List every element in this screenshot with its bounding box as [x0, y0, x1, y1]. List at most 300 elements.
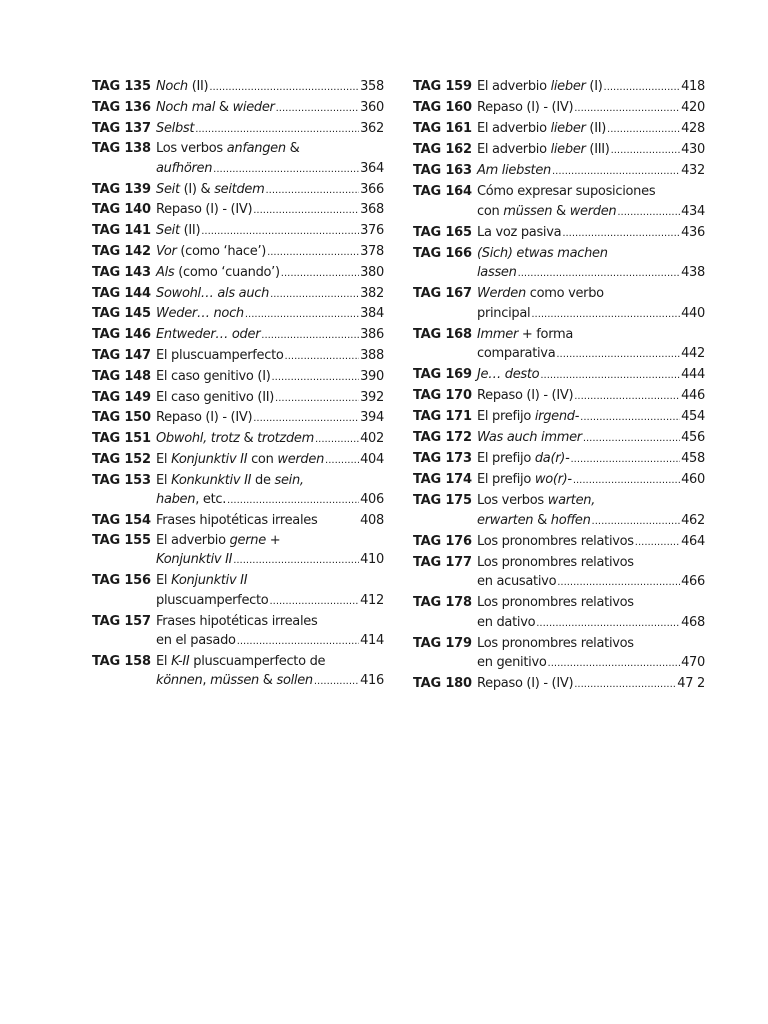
toc-entry-page-number: 468 [681, 614, 705, 630]
toc-entry-tag: TAG 137 [92, 120, 151, 136]
toc-entry-title [156, 200, 384, 221]
toc-entry-tag: TAG 158 [92, 653, 151, 669]
dot-leader [635, 533, 680, 553]
toc-entry-title [156, 119, 384, 140]
toc-title-segment: & [258, 673, 277, 689]
toc-entry-page-number: 430 [681, 142, 705, 157]
toc-entry-line [156, 180, 384, 201]
toc-title-italic-segment: Selbst [156, 120, 195, 136]
toc-entry-page-number: 390 [360, 368, 384, 384]
toc-entry-tag: TAG 169 [413, 367, 472, 382]
dot-leader [611, 141, 681, 161]
toc-entry-tag: TAG 180 [413, 676, 472, 691]
toc-entry-line [156, 591, 384, 612]
toc-title-segment: (II) [585, 121, 607, 136]
toc-entry-tag: TAG 148 [92, 368, 151, 384]
toc-entry-page-number: 394 [360, 410, 384, 426]
toc-entry-page-number: 366 [360, 181, 384, 197]
toc-entry-tag: TAG 135 [92, 79, 151, 94]
toc-entry-page-number: 466 [681, 574, 705, 589]
toc-entry-line [477, 613, 705, 634]
toc-title-segment: Los pronombres relativos [477, 533, 634, 549]
toc-entry-page-number: 414 [360, 633, 384, 649]
toc-entry-tag: TAG 160 [413, 100, 472, 115]
toc-entry-tag: TAG 150 [92, 410, 151, 426]
toc-entry [92, 221, 384, 242]
dot-leader [540, 366, 680, 386]
toc-entry-line [156, 671, 384, 692]
toc-entry-title [477, 140, 705, 161]
toc-entry-line [477, 407, 705, 428]
toc-entry-page-number: 444 [681, 367, 705, 382]
toc-entry-tag: TAG 165 [413, 224, 472, 240]
toc-title-italic-segment: Weder… noch [156, 306, 244, 322]
toc-entry-line [477, 161, 705, 182]
toc-title-italic-segment: da(r)- [534, 451, 570, 466]
toc-entry-page-number: 47 2 [677, 676, 705, 691]
toc-title-segment: El adverbio [477, 79, 551, 94]
toc-entry-title [156, 263, 384, 284]
toc-entry-line [477, 77, 705, 98]
toc-entry-title [156, 408, 384, 429]
toc-title-italic-segment: müssen [503, 203, 553, 219]
toc-entry-line [477, 511, 705, 532]
toc-entry-tag: TAG 175 [413, 493, 472, 508]
toc-title-italic-segment: haben [156, 492, 196, 508]
toc-entry-tag: TAG 164 [413, 184, 472, 199]
toc-title-italic-segment: Noch [156, 79, 188, 94]
toc-entry [92, 388, 384, 409]
toc-entry-line [477, 428, 705, 449]
toc-title-italic-segment: Werden [477, 286, 526, 301]
dot-leader [269, 592, 359, 612]
toc-entry-line [156, 325, 384, 346]
toc-title-italic-segment: sollen [276, 673, 313, 689]
toc-entry-tag: TAG 152 [92, 452, 151, 468]
toc-entry-tag: TAG 171 [413, 409, 472, 424]
toc-entry-line [477, 304, 705, 325]
toc-entry-line [156, 450, 384, 471]
toc-entry-line [477, 325, 705, 345]
toc-title-segment: El [156, 573, 172, 589]
dot-leader [556, 345, 680, 365]
toc-entry-line [477, 284, 705, 304]
toc-entry-page-number: 464 [681, 533, 705, 549]
dot-leader [573, 471, 680, 491]
toc-right-column [413, 77, 705, 695]
toc-title-segment: & [552, 203, 570, 219]
toc-title-segment: Los verbos [477, 493, 548, 508]
toc-title-segment: con [247, 452, 278, 468]
toc-entry-page-number: 438 [681, 265, 705, 280]
toc-entry-title [156, 471, 384, 511]
toc-entry-line [477, 98, 705, 119]
toc-title-italic-segment: wo(r)- [534, 472, 572, 487]
dot-leader [548, 654, 681, 674]
toc-title-segment: & [533, 512, 551, 528]
toc-title-segment: (I) & [179, 181, 215, 197]
dot-leader [267, 243, 359, 263]
toc-entry [413, 449, 705, 470]
toc-entry-page-number: 458 [681, 451, 705, 466]
toc-title-segment: Los pronombres relativos [477, 554, 634, 570]
toc-entry-title [477, 532, 705, 553]
toc-entry-page-number: 406 [360, 492, 384, 508]
toc-entry-tag: TAG 146 [92, 327, 151, 343]
toc-entry [92, 242, 384, 263]
toc-entry [413, 491, 705, 531]
dot-leader [245, 305, 359, 325]
toc-entry [92, 571, 384, 611]
toc-entry-title [156, 325, 384, 346]
toc-entry-line [477, 553, 705, 573]
toc-title-italic-segment: müssen [210, 673, 259, 689]
toc-entry-line [156, 631, 384, 652]
toc-entry-page-number: 434 [681, 203, 705, 219]
toc-entry-line [477, 634, 705, 654]
toc-entry-title [477, 98, 705, 119]
toc-entry-tag: TAG 149 [92, 389, 151, 405]
toc-entry-tag: TAG 145 [92, 306, 151, 322]
toc-entry-line [477, 449, 705, 470]
toc-entry-tag: TAG 140 [92, 202, 151, 218]
toc-title-segment: con [477, 203, 504, 219]
toc-entry-title [156, 346, 384, 367]
toc-title-italic-segment: Konjunktiv II [156, 552, 233, 568]
toc-title-segment: El [156, 653, 172, 669]
toc-entry [413, 532, 705, 553]
dot-leader [213, 160, 359, 180]
toc-entry-tag: TAG 163 [413, 163, 472, 178]
toc-entry-page-number: 388 [360, 348, 384, 364]
toc-entry-title [477, 182, 705, 222]
dot-leader [253, 409, 359, 429]
toc-entry [413, 365, 705, 386]
toc-entry-tag: TAG 153 [92, 472, 151, 488]
toc-title-segment: El prefijo [477, 409, 535, 424]
toc-entry-title [477, 407, 705, 428]
toc-entry [92, 139, 384, 179]
toc-entry [92, 450, 384, 471]
toc-title-segment: pluscuamperfecto de [189, 653, 326, 669]
toc-entry [413, 634, 705, 674]
toc-entry-line [477, 470, 705, 491]
toc-entry-line [156, 284, 384, 305]
toc-title-segment: Los verbos [156, 141, 227, 157]
toc-title-italic-segment: Am liebsten [477, 163, 551, 178]
toc-title-italic-segment: sein, [274, 472, 304, 488]
toc-title-italic-segment: seitdem [214, 181, 265, 197]
toc-title-segment: Los pronombres relativos [477, 635, 634, 651]
toc-entry-title [477, 284, 705, 324]
toc-entry-page-number: 412 [360, 592, 384, 608]
toc-title-italic-segment: anfangen [226, 141, 286, 157]
toc-entry-line [156, 511, 384, 531]
toc-entry-title [477, 634, 705, 674]
toc-entry-title [477, 491, 705, 531]
toc-entry-tag: TAG 147 [92, 348, 151, 364]
toc-entry-line [156, 304, 384, 325]
toc-entry-tag: TAG 156 [92, 573, 151, 589]
toc-entry-line [477, 140, 705, 161]
toc-title-italic-segment: Sowohl… als auch [156, 285, 270, 301]
toc-entry-line [477, 674, 705, 695]
toc-entry-title [477, 77, 705, 98]
toc-title-segment: , etc. [195, 492, 227, 508]
toc-entry [92, 367, 384, 388]
toc-entry-page-number: 432 [681, 163, 705, 178]
toc-entry-tag: TAG 138 [92, 141, 151, 157]
toc-title-segment: Cómo expresar suposiciones [477, 184, 656, 199]
toc-entry-line [156, 77, 384, 98]
toc-entry-line [156, 571, 384, 591]
toc-entry-page-number: 358 [360, 79, 384, 94]
toc-entry-page-number: 404 [360, 452, 384, 468]
toc-entry-page-number: 382 [360, 285, 384, 301]
toc-title-segment: , [202, 673, 211, 689]
toc-entry-title [477, 674, 705, 695]
toc-entry [413, 140, 705, 161]
toc-entry-tag: TAG 170 [413, 388, 472, 403]
toc-title-segment: & [215, 99, 233, 115]
toc-entry-title [477, 428, 705, 449]
toc-entry-page-number: 454 [681, 409, 705, 424]
toc-title-segment: (III) [585, 142, 610, 157]
toc-title-segment: El prefijo [477, 472, 535, 487]
toc-entry [92, 652, 384, 692]
toc-entry-page-number: 368 [360, 202, 384, 218]
toc-entry-line [477, 223, 705, 244]
toc-title-italic-segment: können [156, 673, 203, 689]
toc-title-italic-segment: Obwohl, trotz [156, 431, 240, 447]
toc-title-segment: Repaso (I) - (IV) [477, 676, 574, 691]
toc-entry [413, 386, 705, 407]
toc-title-italic-segment: (Sich) etwas machen [477, 245, 608, 261]
toc-entry-page-number: 364 [360, 160, 384, 176]
toc-title-segment: El prefijo [477, 451, 535, 466]
toc-entry-title [477, 449, 705, 470]
toc-entry [413, 325, 705, 365]
toc-title-segment: La voz pasiva [477, 224, 562, 240]
toc-entry-tag: TAG 162 [413, 142, 472, 157]
toc-entry-page-number: 442 [681, 346, 705, 361]
toc-title-italic-segment: werden [277, 452, 325, 468]
toc-entry-tag: TAG 155 [92, 532, 151, 548]
toc-entry-tag: TAG 166 [413, 245, 472, 261]
dot-leader [583, 429, 680, 449]
toc-entry-line [156, 471, 384, 491]
toc-entry-line [477, 263, 705, 284]
toc-entry-tag: TAG 144 [92, 285, 151, 301]
toc-entry [92, 180, 384, 201]
toc-entry-title [156, 450, 384, 471]
toc-entry-line [156, 652, 384, 672]
toc-entry-tag: TAG 143 [92, 264, 151, 280]
toc-entry-tag: TAG 151 [92, 431, 151, 447]
toc-entry [413, 98, 705, 119]
toc-entry [92, 284, 384, 305]
dot-leader [275, 389, 359, 409]
dot-leader [276, 99, 359, 119]
toc-entry-tag: TAG 141 [92, 223, 151, 239]
toc-entry-title [156, 221, 384, 242]
toc-entry [92, 77, 384, 98]
dot-leader [552, 162, 680, 182]
toc-entry-page-number: 470 [681, 655, 705, 670]
toc-title-segment: en acusativo [477, 574, 557, 589]
dot-leader [201, 222, 359, 242]
toc-entry [413, 674, 705, 695]
dot-leader [574, 99, 680, 119]
dot-leader [518, 264, 681, 284]
toc-title-italic-segment: werden [569, 203, 617, 219]
toc-title-segment: El adverbio [156, 532, 230, 548]
dot-leader [607, 120, 680, 140]
toc-entry-title [156, 367, 384, 388]
toc-entry-line [156, 388, 384, 409]
toc-title-segment: en genitivo [477, 655, 547, 670]
toc-title-segment: El caso genitivo (I) [156, 368, 271, 384]
toc-entry [413, 407, 705, 428]
toc-entry-title [156, 242, 384, 263]
dot-leader [617, 203, 680, 223]
toc-entry-line [477, 572, 705, 593]
dot-leader [281, 264, 359, 284]
toc-entry-title [156, 511, 384, 531]
toc-entry-page-number: 376 [360, 223, 384, 239]
dot-leader [531, 305, 680, 325]
toc-entry-page-number: 440 [681, 305, 705, 321]
toc-entry-title [477, 325, 705, 365]
toc-entry-title [156, 77, 384, 98]
toc-entry [413, 161, 705, 182]
toc-entry-line [477, 653, 705, 674]
dot-leader [580, 408, 680, 428]
toc-entry-page-number: 428 [681, 121, 705, 136]
toc-entry-line [477, 491, 705, 511]
toc-entry-page-number: 408 [360, 513, 384, 529]
toc-entry-page-number: 460 [681, 472, 705, 487]
toc-title-segment: en el pasado [156, 633, 236, 649]
toc-entry-tag: TAG 136 [92, 99, 151, 115]
toc-entry-title [156, 139, 384, 179]
toc-entry [92, 98, 384, 119]
toc-entry-line [156, 367, 384, 388]
toc-entry-page-number: 402 [360, 431, 384, 447]
toc-entry [92, 200, 384, 221]
toc-entry-tag: TAG 173 [413, 451, 472, 466]
toc-title-segment: & [285, 141, 300, 157]
toc-title-segment: El [156, 472, 172, 488]
toc-entry-line [477, 344, 705, 365]
toc-title-segment: + forma [518, 326, 574, 342]
toc-entry-line [156, 429, 384, 450]
toc-title-italic-segment: hoffen [550, 512, 591, 528]
toc-title-italic-segment: lieber [550, 79, 586, 94]
toc-entry [92, 531, 384, 571]
dot-leader [285, 347, 360, 367]
toc-entry [92, 408, 384, 429]
toc-entry [92, 612, 384, 652]
toc-title-italic-segment: Seit [156, 181, 180, 197]
toc-title-italic-segment: lassen [477, 265, 517, 280]
toc-entry-page-number: 456 [681, 430, 705, 445]
toc-entry [413, 553, 705, 593]
toc-entry-page-number: 446 [681, 388, 705, 403]
toc-entry-tag: TAG 178 [413, 595, 472, 610]
toc-entry-line [156, 159, 384, 180]
toc-entry-tag: TAG 172 [413, 430, 472, 445]
toc-title-italic-segment: Konjunktiv II [171, 573, 248, 589]
toc-title-segment: Repaso (I) - (IV) [477, 100, 574, 115]
toc-entry-line [156, 119, 384, 140]
toc-entry-line [477, 244, 705, 264]
toc-title-segment: El adverbio [477, 121, 551, 136]
dot-leader [325, 451, 359, 471]
dot-leader [265, 181, 359, 201]
toc-entry-line [156, 531, 384, 551]
dot-leader [557, 573, 680, 593]
toc-entry-page-number: 378 [360, 244, 384, 260]
toc-entry-page-number: 386 [360, 327, 384, 343]
toc-entry [413, 182, 705, 222]
toc-title-italic-segment: warten, [547, 493, 596, 508]
toc-entry-tag: TAG 167 [413, 286, 472, 301]
toc-entry-line [156, 263, 384, 284]
toc-title-italic-segment: wieder [232, 99, 275, 115]
dot-leader [261, 326, 359, 346]
toc-entry-title [156, 429, 384, 450]
toc-entry [413, 470, 705, 491]
toc-entry-tag: TAG 168 [413, 326, 472, 342]
toc-title-italic-segment: lieber [550, 142, 586, 157]
toc-title-segment: (II) [187, 79, 209, 94]
toc-entry-line [477, 593, 705, 613]
toc-entry-tag: TAG 157 [92, 613, 151, 629]
toc-title-italic-segment: Je… desto [477, 367, 540, 382]
toc-entry [92, 511, 384, 531]
toc-entry-page-number: 418 [681, 79, 705, 94]
dot-leader [209, 78, 359, 98]
toc-title-italic-segment: Immer [477, 326, 519, 342]
toc-entry-title [156, 531, 384, 571]
toc-entry [92, 325, 384, 346]
dot-leader [270, 285, 359, 305]
toc-title-italic-segment: Konjunktiv II [171, 452, 248, 468]
toc-entry-title [477, 244, 705, 284]
toc-entry-line [156, 612, 384, 632]
toc-title-segment: El adverbio [477, 142, 551, 157]
toc-entry [92, 304, 384, 325]
toc-entry-tag: TAG 142 [92, 244, 151, 260]
toc-title-italic-segment: Entweder… oder [156, 327, 261, 343]
toc-entry [92, 471, 384, 511]
toc-entry-title [156, 180, 384, 201]
toc-entry-title [477, 365, 705, 386]
toc-entry [413, 119, 705, 140]
toc-entry [413, 284, 705, 324]
toc-title-segment: El pluscuamperfecto [156, 348, 284, 364]
toc-entry-tag: TAG 174 [413, 472, 472, 487]
toc-title-segment: comparativa [477, 346, 556, 361]
dot-leader [227, 491, 359, 511]
toc-title-segment: Frases hipotéticas irreales [156, 613, 318, 629]
toc-entry-title [477, 223, 705, 244]
toc-title-segment: principal [477, 305, 531, 321]
dot-leader [592, 512, 681, 532]
dot-leader [195, 120, 359, 140]
toc-title-segment: Repaso (I) - (IV) [156, 202, 253, 218]
